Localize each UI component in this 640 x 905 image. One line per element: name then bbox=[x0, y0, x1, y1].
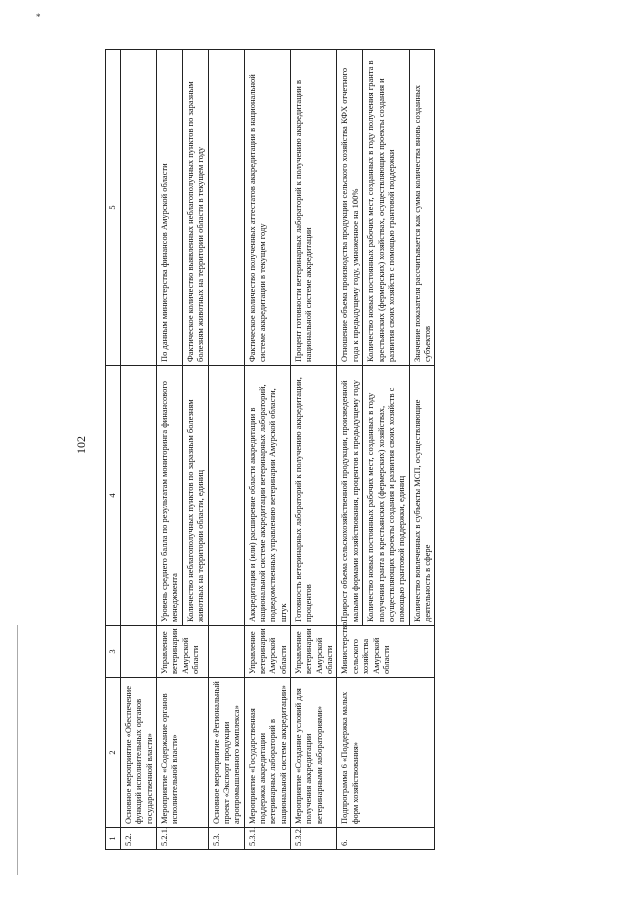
row-number-cell: 5.3.1. bbox=[244, 828, 290, 850]
indicator-cell: Аккредитация и (или) расширение области аккредитации в национальной системе аккредитации ветеринарных лабораторий, подведомственных управлению ветеринарии Амурской области, штук bbox=[244, 366, 290, 626]
header-cell: 1 bbox=[106, 828, 121, 850]
indicator-cell: Количество вовлеченных в субъекты МСП, осуществляющие деятельность в сфере bbox=[409, 366, 435, 626]
method-cell: Процент готовности ветеринарных лабораторий к получению аккредитации в национальной системе аккредитации bbox=[291, 50, 337, 366]
method-cell: Количество новых постоянных рабочих мест, созданных в году получения гранта в крестьянских (фермерских) хозяйствах, осуществляющих проекты создания и развития своих хозяйств с помощью грантовой поддержки bbox=[363, 50, 409, 366]
table-row bbox=[291, 50, 337, 850]
row-number-cell: 5.2. bbox=[121, 828, 157, 850]
indicator-cell: Количество неблагополучных пунктов по заразным болезням животных на территории области, единиц bbox=[182, 366, 208, 626]
corner-mark: * bbox=[36, 12, 41, 22]
row-number-cell: 5.3. bbox=[208, 828, 244, 850]
row-number-cell: 5.2.1. bbox=[157, 828, 208, 850]
indicator-cell: Прирост объема сельскохозяйственной продукции, произведенной малыми формами хозяйствования, процентов к предыдущему году bbox=[337, 366, 363, 626]
indicator-cell: Количество новых постоянных рабочих мест, созданных в году получения гранта в крестьянских (фермерских) хозяйствах, осуществляющих проекты создания и развития своих хозяйств с помощью грантовой поддержки, единиц bbox=[363, 366, 409, 626]
event-name-cell: Основное мероприятие «Обеспечение функций исполнительных органов государственной власти» bbox=[121, 678, 157, 828]
table-row bbox=[157, 50, 183, 850]
row-number-cell: 5.3.2. bbox=[291, 828, 337, 850]
indicator-cell: Готовность ветеринарных лабораторий к получению аккредитации, процентов bbox=[291, 366, 337, 626]
method-cell: Фактическое количество полученных аттестатов аккредитации в национальной системе аккредитации в текущем году bbox=[244, 50, 290, 366]
indicator-cell: Уровень среднего балла по результатам мониторинга финансового менеджмента bbox=[157, 366, 183, 626]
header-cell: 3 bbox=[106, 626, 121, 678]
table-row bbox=[337, 50, 363, 850]
event-name-cell: Подпрограмма 6 «Поддержка малых форм хозяйствования» bbox=[337, 678, 435, 828]
events-table bbox=[105, 49, 435, 850]
binding-line bbox=[17, 625, 18, 875]
responsible-org-cell: Управление ветеринарии Амурской области bbox=[291, 626, 337, 678]
event-name-cell: Мероприятие «Создание условий для получения аккредитации ветеринарными лабораториями» bbox=[291, 678, 337, 828]
table-row bbox=[208, 50, 244, 850]
event-name-cell: Мероприятие «Государственная поддержка аккредитации ветеринарных лабораторий в национальной системе аккредитации» bbox=[244, 678, 290, 828]
indicator-cell bbox=[208, 366, 244, 626]
table-body bbox=[121, 50, 435, 850]
row-number-cell: 6. bbox=[337, 828, 435, 850]
responsible-org-cell: Управление ветеринарии Амурской области bbox=[157, 626, 208, 678]
table-row bbox=[244, 50, 290, 850]
method-cell: Фактическое количество выявленных неблагополучных пунктов по заразным болезням животных на территории области в текущем году bbox=[182, 50, 208, 366]
responsible-org-cell: Министерство сельского хозяйства Амурской области bbox=[337, 626, 435, 678]
method-cell: Значение показателя рассчитывается как сумма количества вновь созданных субъектов bbox=[409, 50, 435, 366]
method-cell bbox=[208, 50, 244, 366]
method-cell: По данным министерства финансов Амурской области bbox=[157, 50, 183, 366]
indicator-cell bbox=[121, 366, 157, 626]
header-cell: 5 bbox=[106, 50, 121, 366]
page-number: 102 bbox=[74, 436, 88, 454]
table-row bbox=[121, 50, 157, 850]
responsible-org-cell bbox=[208, 626, 244, 678]
event-name-cell: Мероприятие «Содержание органов исполнительной власти» bbox=[157, 678, 208, 828]
header-row bbox=[106, 50, 121, 850]
header-cell: 2 bbox=[106, 678, 121, 828]
responsible-org-cell: Управление ветеринарии Амурской области bbox=[244, 626, 290, 678]
event-name-cell: Основное мероприятие «Региональный проект «Экспорт продукции агропромышленного комплекса» bbox=[208, 678, 244, 828]
header-cell: 4 bbox=[106, 366, 121, 626]
method-cell bbox=[121, 50, 157, 366]
responsible-org-cell bbox=[121, 626, 157, 678]
method-cell: Отношение объема производства продукции сельского хозяйства КФХ отчетного года к предыдущему году, умноженное на 100% bbox=[337, 50, 363, 366]
rotated-table-area bbox=[105, 50, 595, 850]
